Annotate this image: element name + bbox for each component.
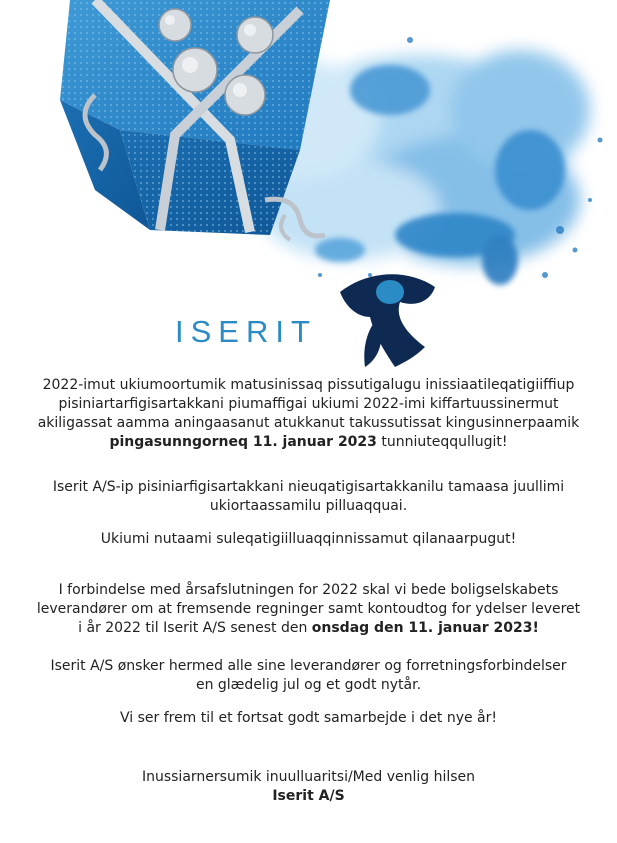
danish-paragraph-3: [0, 709, 617, 728]
logo-wordmark: ISERIT: [175, 314, 317, 349]
danish-paragraph-1: [0, 581, 617, 638]
text-line: akiligassat aamma aningaasanut atukkanut takussutissat kingusinnerpaamik: [37, 415, 580, 431]
iserit-logo: [170, 262, 440, 372]
text-line: pisiniartarfigisartakkani piumaffigai ukiumi 2022-imi kiffartuussinermut: [58, 396, 559, 412]
text-line: Vi ser frem til et fortsat godt samarbejde i det nye år!: [119, 710, 498, 726]
text-line: en glædelig jul og et godt nytår.: [195, 677, 422, 693]
text-line: i år 2022 til Iserit A/S senest den: [78, 620, 312, 636]
text-line: ukiortaassamilu pilluaqquai.: [209, 498, 408, 514]
gift-box-hero-image: [0, 0, 617, 300]
greenlandic-paragraph-2: [0, 478, 617, 516]
deadline-date-bold: pingasunngorneq 11. januar 2023: [109, 434, 377, 450]
danish-paragraph-2: [0, 657, 617, 695]
text-line: Ukiumi nutaami suleqatigiilluaqqinnissamut qilanaarpugut!: [100, 531, 517, 547]
text-line: Iserit A/S-ip pisiniarfigisartakkani nieuqatigisartakkanilu tamaasa juullimi: [52, 479, 565, 495]
text-line: leverandører om at fremsende regninger samt kontoudtog for ydelser leveret: [36, 601, 581, 617]
logo-figure-icon: [335, 262, 440, 372]
text-line: tunniuteqqullugit!: [376, 434, 508, 450]
text-line: Iserit A/S ønsker hermed alle sine leverandører og forretningsforbindelser: [50, 658, 567, 674]
greenlandic-paragraph-3: [0, 530, 617, 549]
signoff-greeting: Inussiarnersumik inuulluaritsi/Med venlig hilsen: [141, 769, 476, 785]
text-line: 2022-imut ukiumoortumik matusinissaq pissutigalugu inissiaatileqatigiiffiup: [42, 377, 575, 393]
signoff-company: Iserit A/S: [272, 788, 345, 804]
text-line: I forbindelse med årsafslutningen for 2022 skal vi bede boligselskabets: [58, 582, 559, 598]
deadline-date-bold: onsdag den 11. januar 2023!: [311, 620, 539, 636]
greenlandic-paragraph-1: [0, 376, 617, 452]
signoff: [0, 768, 617, 806]
